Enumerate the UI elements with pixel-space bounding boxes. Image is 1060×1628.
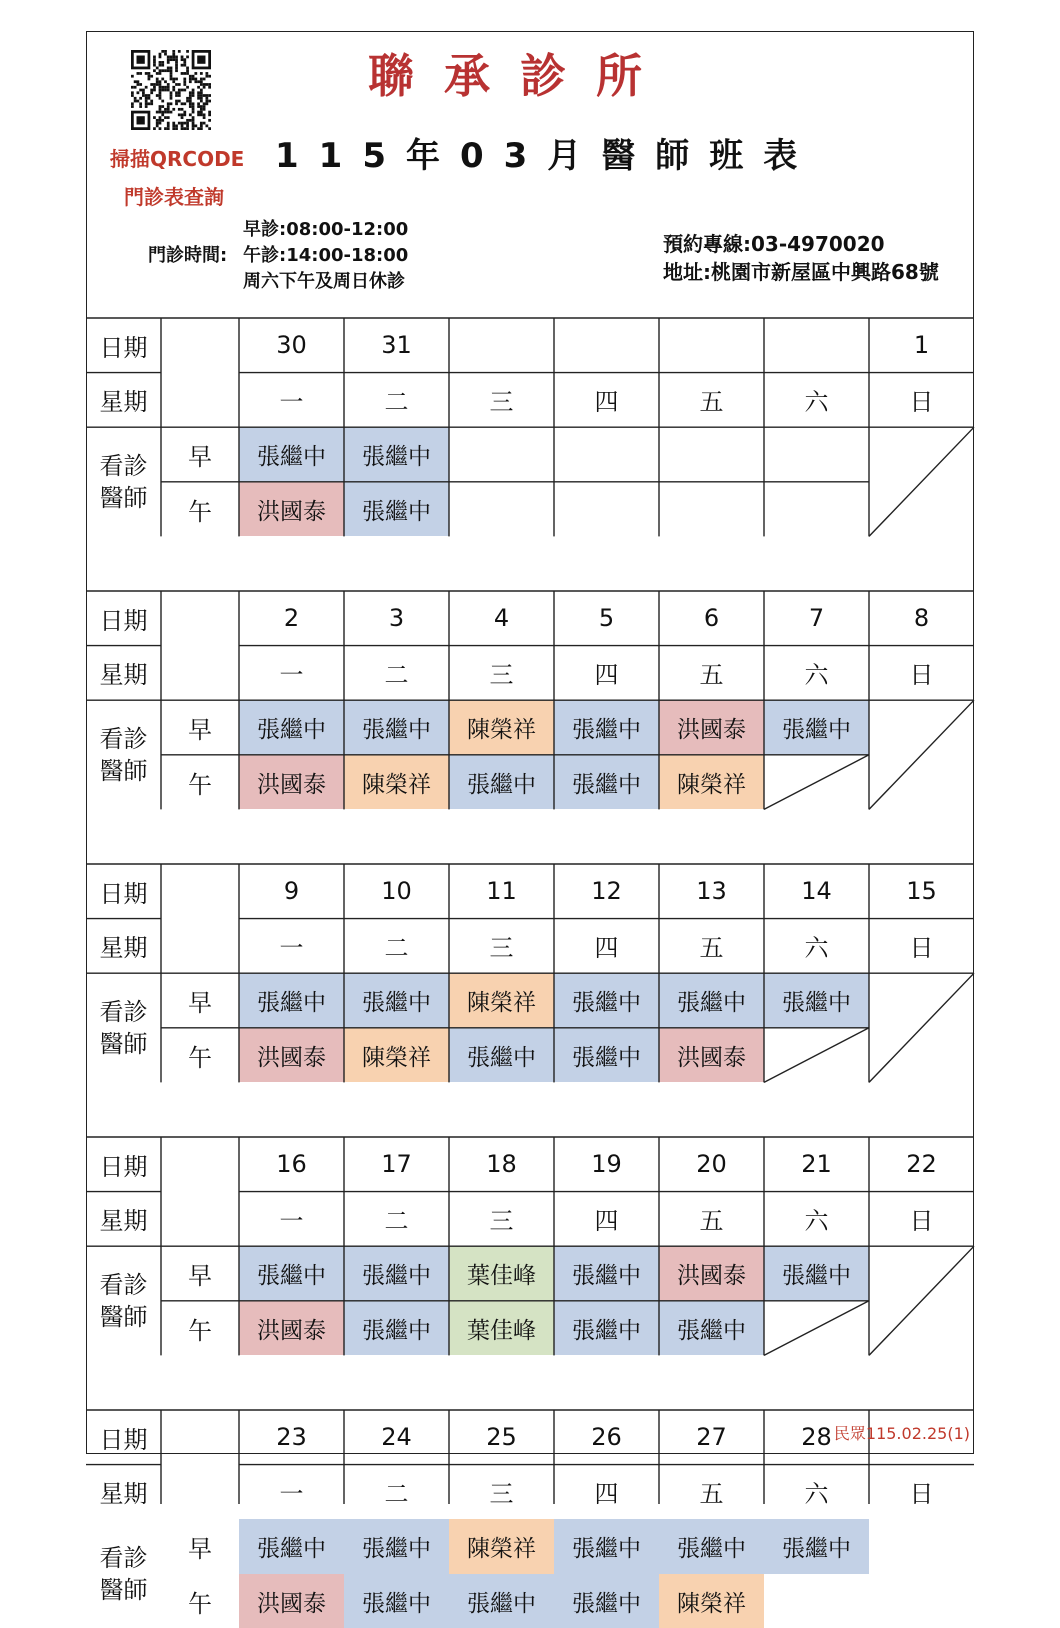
doctor-label-line1: 看診: [99, 1543, 148, 1572]
afternoon-doctor-cell: 洪國泰: [239, 482, 344, 537]
afternoon-doctor-cell: [764, 1028, 869, 1083]
weekday-cell: 日: [909, 1480, 934, 1509]
morning-doctor-cell: 張繼中: [659, 1519, 764, 1574]
date-cell: [554, 318, 659, 373]
date-cell: 2: [283, 604, 300, 633]
afternoon-doctor-cell: 張繼中: [344, 1301, 449, 1356]
morning-doctor-cell: [554, 427, 659, 482]
date-cell: 10: [381, 877, 412, 906]
afternoon-doctor-cell: 陳榮祥: [344, 1028, 449, 1083]
afternoon-doctor-cell: [764, 1301, 869, 1356]
date-cell: 12: [591, 877, 622, 906]
hours-note: 周六下午及周日休診: [243, 271, 405, 292]
hours-afternoon: 午診:14:00-18:00: [243, 245, 409, 266]
morning-doctor-cell: 洪國泰: [659, 700, 764, 755]
weekday-cell: 日: [909, 934, 934, 963]
doctor-label-line2: 醫師: [99, 1029, 148, 1058]
weekday-cell: 日: [909, 1207, 934, 1236]
morning-doctor-cell: [869, 427, 974, 482]
weekday-cell: 三: [489, 934, 514, 963]
date-cell: 19: [591, 1150, 622, 1179]
afternoon-doctor-cell: 陳榮祥: [659, 755, 764, 810]
afternoon-doctor-cell: 張繼中: [449, 1028, 554, 1083]
date-row-label: 日期: [99, 333, 148, 362]
afternoon-doctor-cell: 洪國泰: [239, 1028, 344, 1083]
doctor-label-line1: 看診: [99, 997, 148, 1026]
doctor-row-label: [86, 700, 161, 809]
doctor-row-label: [86, 1519, 161, 1628]
afternoon-doctor-cell: [869, 482, 974, 537]
weekday-cell: 一: [279, 388, 304, 417]
doctor-row-label: [86, 1246, 161, 1355]
afternoon-doctor-cell: [554, 482, 659, 537]
date-cell: 27: [696, 1423, 727, 1452]
afternoon-doctor-cell: 張繼中: [344, 1574, 449, 1628]
doctor-label-line2: 醫師: [99, 756, 148, 785]
morning-doctor-cell: [869, 1519, 974, 1574]
date-cell: 17: [381, 1150, 412, 1179]
weekday-cell: 二: [384, 1480, 409, 1509]
morning-doctor-cell: 張繼中: [344, 973, 449, 1028]
date-cell: [449, 318, 554, 373]
afternoon-doctor-cell: 洪國泰: [659, 1028, 764, 1083]
date-cell: 22: [906, 1150, 937, 1179]
doctor-label-line2: 醫師: [99, 483, 148, 512]
doctor-label-line1: 看診: [99, 451, 148, 480]
afternoon-doctor-cell: [869, 1301, 974, 1356]
afternoon-doctor-cell: 張繼中: [449, 755, 554, 810]
weekday-cell: 一: [279, 934, 304, 963]
date-row-label: 日期: [99, 1152, 148, 1181]
afternoon-doctor-cell: [869, 1028, 974, 1083]
afternoon-doctor-cell: 洪國泰: [239, 755, 344, 810]
afternoon-doctor-cell: 陳榮祥: [659, 1574, 764, 1628]
morning-doctor-cell: 張繼中: [764, 700, 869, 755]
morning-doctor-cell: [869, 973, 974, 1028]
date-cell: 13: [696, 877, 727, 906]
afternoon-doctor-cell: [764, 755, 869, 810]
date-cell: 5: [598, 604, 615, 633]
date-cell: 3: [388, 604, 405, 633]
weekday-row-label: 星期: [99, 388, 148, 417]
date-cell: 28: [801, 1423, 832, 1452]
afternoon-doctor-cell: [449, 482, 554, 537]
morning-doctor-cell: 張繼中: [344, 1246, 449, 1301]
afternoon-doctor-cell: [764, 1574, 869, 1628]
doctor-label-line2: 醫師: [99, 1575, 148, 1604]
afternoon-label: 午: [188, 1316, 212, 1345]
date-cell: 23: [276, 1423, 307, 1452]
morning-doctor-cell: [659, 427, 764, 482]
date-cell: 21: [801, 1150, 832, 1179]
morning-doctor-cell: 張繼中: [764, 1519, 869, 1574]
date-cell: 1: [913, 331, 930, 360]
weekday-cell: 二: [384, 1207, 409, 1236]
date-row-label: 日期: [99, 879, 148, 908]
date-row-label: 日期: [99, 606, 148, 635]
morning-doctor-cell: 張繼中: [554, 1519, 659, 1574]
date-cell: 6: [703, 604, 720, 633]
weekday-cell: 六: [804, 388, 829, 417]
weekday-cell: 四: [594, 1207, 619, 1236]
weekday-cell: 五: [699, 934, 724, 963]
afternoon-doctor-cell: 洪國泰: [239, 1301, 344, 1356]
weekday-cell: 一: [279, 1207, 304, 1236]
morning-doctor-cell: 張繼中: [239, 700, 344, 755]
afternoon-doctor-cell: [869, 1574, 974, 1628]
morning-doctor-cell: [449, 427, 554, 482]
weekday-row-label: 星期: [99, 934, 148, 963]
weekday-cell: 五: [699, 1480, 724, 1509]
weekday-cell: 一: [279, 661, 304, 690]
morning-doctor-cell: 張繼中: [239, 973, 344, 1028]
weekday-cell: 四: [594, 388, 619, 417]
doctor-row-label: [86, 973, 161, 1082]
afternoon-doctor-cell: 葉佳峰: [449, 1301, 554, 1356]
date-cell: 11: [486, 877, 517, 906]
morning-doctor-cell: 陳榮祥: [449, 700, 554, 755]
morning-label: 早: [188, 1534, 212, 1563]
qr-query-label: 門診表查詢: [124, 185, 224, 209]
weekday-cell: 三: [489, 1207, 514, 1236]
date-cell: [764, 318, 869, 373]
afternoon-label: 午: [188, 1043, 212, 1072]
morning-doctor-cell: [869, 1246, 974, 1301]
date-cell: 26: [591, 1423, 622, 1452]
hours-morning: 早診:08:00-12:00: [243, 219, 409, 240]
date-cell: 8: [913, 604, 930, 633]
afternoon-doctor-cell: 陳榮祥: [344, 755, 449, 810]
weekday-cell: 二: [384, 934, 409, 963]
phone-number: 預約專線:03-4970020: [663, 232, 885, 256]
weekday-cell: 一: [279, 1480, 304, 1509]
weekday-cell: 日: [909, 388, 934, 417]
afternoon-doctor-cell: 張繼中: [659, 1301, 764, 1356]
morning-doctor-cell: 張繼中: [764, 1246, 869, 1301]
afternoon-doctor-cell: 張繼中: [554, 755, 659, 810]
date-cell: 9: [283, 877, 300, 906]
schedule-title: 115年03月醫師班表: [275, 136, 818, 176]
morning-label: 早: [188, 988, 212, 1017]
weekday-cell: 二: [384, 388, 409, 417]
date-cell: 15: [906, 877, 937, 906]
version-footnote: 民眾115.02.25(1): [833, 1424, 970, 1443]
afternoon-doctor-cell: 洪國泰: [239, 1574, 344, 1628]
doctor-row-label: [86, 427, 161, 536]
weekday-cell: 六: [804, 934, 829, 963]
date-cell: 4: [493, 604, 510, 633]
date-cell: 31: [381, 331, 412, 360]
afternoon-label: 午: [188, 497, 212, 526]
weekday-cell: 四: [594, 661, 619, 690]
doctor-label-line1: 看診: [99, 724, 148, 753]
qr-scan-label: 掃描QRCODE: [110, 147, 245, 171]
afternoon-doctor-cell: [764, 482, 869, 537]
morning-doctor-cell: 張繼中: [554, 700, 659, 755]
weekday-row-label: 星期: [99, 1207, 148, 1236]
morning-doctor-cell: 張繼中: [764, 973, 869, 1028]
weekday-cell: 二: [384, 661, 409, 690]
weekday-cell: 五: [699, 1207, 724, 1236]
morning-doctor-cell: 陳榮祥: [449, 1519, 554, 1574]
qr-code-icon[interactable]: [131, 47, 211, 133]
weekday-cell: 五: [699, 661, 724, 690]
date-cell: 18: [486, 1150, 517, 1179]
date-cell: 25: [486, 1423, 517, 1452]
weekday-cell: 六: [804, 1207, 829, 1236]
weekday-cell: 三: [489, 1480, 514, 1509]
date-cell: 7: [808, 604, 825, 633]
date-cell: 14: [801, 877, 832, 906]
weekday-cell: 四: [594, 934, 619, 963]
clinic-name: 聯承診所: [368, 49, 672, 103]
morning-doctor-cell: [869, 700, 974, 755]
clinic-address: 地址:桃園市新屋區中興路68號: [663, 260, 939, 284]
afternoon-label: 午: [188, 770, 212, 799]
morning-doctor-cell: 張繼中: [554, 1246, 659, 1301]
morning-doctor-cell: 洪國泰: [659, 1246, 764, 1301]
afternoon-doctor-cell: [659, 482, 764, 537]
doctor-label-line1: 看診: [99, 1270, 148, 1299]
afternoon-doctor-cell: 張繼中: [554, 1301, 659, 1356]
date-row-label: 日期: [99, 1425, 148, 1454]
morning-doctor-cell: [764, 427, 869, 482]
morning-doctor-cell: 張繼中: [239, 427, 344, 482]
morning-doctor-cell: 張繼中: [239, 1519, 344, 1574]
morning-doctor-cell: 張繼中: [344, 1519, 449, 1574]
weekday-cell: 六: [804, 1480, 829, 1509]
morning-doctor-cell: 葉佳峰: [449, 1246, 554, 1301]
weekday-row-label: 星期: [99, 1480, 148, 1509]
doctor-label-line2: 醫師: [99, 1302, 148, 1331]
weekday-cell: 日: [909, 661, 934, 690]
date-cell: [659, 318, 764, 373]
morning-label: 早: [188, 1261, 212, 1290]
weekday-cell: 三: [489, 661, 514, 690]
weekday-cell: 四: [594, 1480, 619, 1509]
weekday-cell: 六: [804, 661, 829, 690]
afternoon-doctor-cell: 張繼中: [344, 482, 449, 537]
afternoon-label: 午: [188, 1589, 212, 1618]
date-cell: 30: [276, 331, 307, 360]
date-cell: 16: [276, 1150, 307, 1179]
morning-label: 早: [188, 442, 212, 471]
afternoon-doctor-cell: 張繼中: [554, 1028, 659, 1083]
hours-label: 門診時間:: [148, 245, 228, 266]
afternoon-doctor-cell: 張繼中: [449, 1574, 554, 1628]
morning-doctor-cell: 張繼中: [344, 427, 449, 482]
morning-doctor-cell: 陳榮祥: [449, 973, 554, 1028]
morning-doctor-cell: 張繼中: [659, 973, 764, 1028]
date-cell: 20: [696, 1150, 727, 1179]
afternoon-doctor-cell: [869, 755, 974, 810]
morning-doctor-cell: 張繼中: [344, 700, 449, 755]
morning-doctor-cell: 張繼中: [239, 1246, 344, 1301]
morning-label: 早: [188, 715, 212, 744]
weekday-cell: 五: [699, 388, 724, 417]
weekday-row-label: 星期: [99, 661, 148, 690]
date-cell: 24: [381, 1423, 412, 1452]
weekday-cell: 三: [489, 388, 514, 417]
morning-doctor-cell: 張繼中: [554, 973, 659, 1028]
afternoon-doctor-cell: 張繼中: [554, 1574, 659, 1628]
